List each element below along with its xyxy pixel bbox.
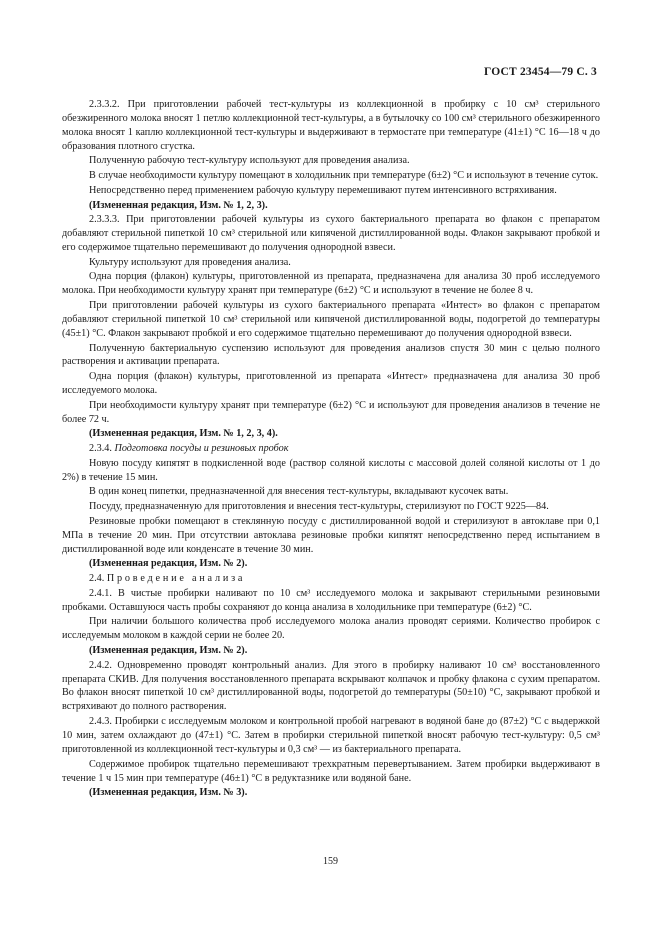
paragraph-2-3-3-2: 2.3.3.2. При приготовлении рабочей тест-культуры из коллекционной в пробирку с 10 см³ стерильного обезжиренного молока вносят 1 петлю коллекционной тест-культуры, а в бутылочку со 100 см³ стерильного обезжиренного молока вносят 1 каплю коллекционной тест-культуры и выдерживают в термостате при температуре (41±1) °С 16—18 ч до образования плотного сгустка.	[62, 99, 600, 152]
section-heading-2-4	[62, 572, 600, 586]
paragraph-2-4-2: 2.4.2. Одновременно проводят контрольный анализ. Для этого в пробирку наливают 10 см³ восстановленного препарата СКИВ. Для получения восстановленного препарата вскрывают колпачок и пробку флакона с сухим препаратом. Во флакон вносят пипеткой 10 см³ дистиллированной воды, подогретой до температуры (50±10) °С, закрывают пробкой и встряхивают до полного растворения.	[62, 659, 600, 713]
edition-note: (Измененная редакция, Изм. № 1, 2, 3, 4).	[89, 428, 278, 440]
edition-note: (Измененная редакция, Изм. № 1, 2, 3).	[89, 199, 268, 211]
paragraph-2-4-3: 2.4.3. Пробирки с исследуемым молоком и контрольной пробой нагревают в водяной бане до (87±2) °С с выдержкой 10 мин, затем охлаждают до (47±1) °С. Затем в пробирки стерильной пипеткой вносят рабочую тест-культуру: 0,5 см³ приготовленной из коллекционной тест-культуры и 0,3 см³ — из бактериального препарата.	[62, 716, 600, 755]
section-number: 2.4.	[89, 573, 105, 585]
edition-note: (Измененная редакция, Изм. № 2).	[89, 558, 248, 570]
edition-note: (Измененная редакция, Изм. № 3).	[89, 787, 248, 799]
section-number: 2.3.4.	[89, 443, 112, 455]
section-title: Подготовка посуды и резиновых пробок	[114, 443, 289, 455]
section-title: Проведение анализа	[106, 573, 246, 585]
paragraph: При наличии большого количества проб исследуемого молока анализ проводят сериями. Количество пробирок с исследуемым молоком в каждой серии не более 20.	[62, 616, 600, 642]
paragraph: Посуду, предназначенную для приготовления и внесения тест-культуры, стерилизуют по ГОСТ 9225—84.	[89, 501, 549, 513]
paragraph: При приготовлении рабочей культуры из сухого бактериального препарата «Интест» во флакон с препаратом добавляют стерильной пипеткой 10 см³ стерильной или кипяченой дистиллированной воды, подогретой до температуры (45±1) °С. Флакон закрывают пробкой и его содержимое тщательно перемешивают до получения однородной взвеси.	[62, 300, 600, 339]
edition-note: (Измененная редакция, Изм. № 2).	[89, 644, 248, 656]
paragraph: В случае необходимости культуру помещают в холодильник при температуре (6±2) °С и используют в течение суток.	[89, 170, 599, 182]
paragraph: При необходимости культуру хранят при температуре (6±2) °С и используют для проведения анализов в течение не более 72 ч.	[62, 399, 600, 425]
paragraph: Резиновые пробки помещают в стеклянную посуду с дистиллированной водой и стерилизуют в автоклаве при 0,1 МПа в течение 20 мин. При отсутствии автоклава резиновые пробки кипятят непосредственно перед испытанием в дистиллированной воде или конденсате в течение 30 мин.	[62, 515, 600, 555]
paragraph: Одна порция (флакон) культуры, приготовленной из препарата «Интест» предназначена для анализа 30 проб исследуемого молока.	[62, 371, 600, 397]
section-heading-2-3-4	[62, 442, 600, 456]
document-body	[62, 98, 600, 800]
paragraph: Полученную рабочую тест-культуру используют для проведения анализа.	[89, 155, 410, 167]
paragraph: В один конец пипетки, предназначенной для внесения тест-культуры, вкладывают кусочек ваты.	[89, 486, 509, 498]
paragraph: Культуру используют для проведения анализа.	[89, 256, 291, 268]
paragraph: Полученную бактериальную суспензию используют для проведения анализов спустя 30 мин с целью полного растворения и активации препарата.	[62, 342, 600, 368]
page-number: 159	[323, 856, 338, 867]
paragraph: Содержимое пробирок тщательно перемешивают трехкратным перевертыванием. Затем пробирки выдерживают в течение 1 ч 15 мин при температуре (46±1) °С в редуктазнике или водяной бане.	[62, 758, 600, 784]
paragraph-2-3-3-3: 2.3.3.3. При приготовлении рабочей культуры из сухого бактериального препарата во флакон с препаратом добавляют стерильной пипеткой 10 см³ стерильной или кипяченой дистиллированной воды. Флакон закрывают пробкой и его содержимое тщательно перемешивают до получения однородной взвеси.	[62, 214, 600, 254]
paragraph: Новую посуду кипятят в подкисленной воде (раствор соляной кислоты с массовой долей соляной кислоты от 1 до 2%) в течение 15 мин.	[62, 457, 600, 483]
paragraph: Одна порция (флакон) культуры, приготовленной из препарата, предназначена для анализа 30 проб исследуемого молока. При необходимости культуру хранят при температуре (6±2) °С и используют в течение не более 8 ч.	[62, 271, 600, 297]
page-header: ГОСТ 23454—79 С. 3	[484, 66, 597, 78]
paragraph-2-4-1: 2.4.1. В чистые пробирки наливают по 10 см³ исследуемого молока и закрывают стерильными резиновыми пробками. Оставшуюся часть пробы сохраняют до конца анализа в холодильнике при температуре (6±2) °С.	[62, 587, 600, 613]
paragraph: Непосредственно перед применением рабочую культуру перемешивают путем интенсивного встряхивания.	[89, 184, 557, 196]
